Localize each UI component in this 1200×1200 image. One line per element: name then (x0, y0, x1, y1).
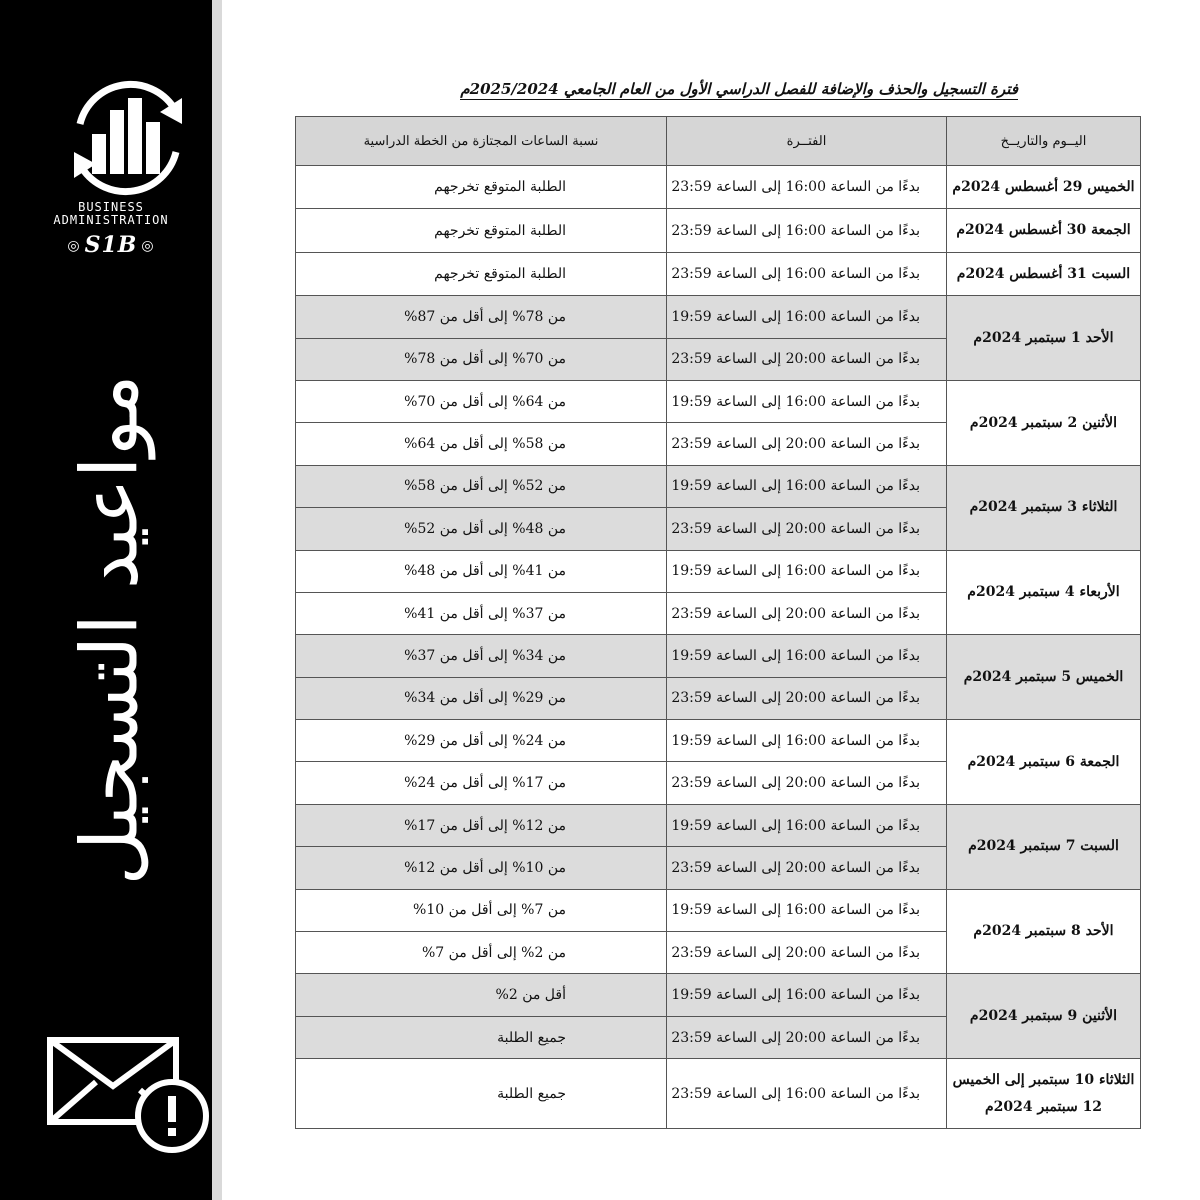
slot-ratio: الطلبة المتوقع تخرجهم (296, 252, 667, 295)
day-date: السبت 7 سبتمبر 2024م (947, 804, 1141, 889)
table-row (296, 804, 1141, 846)
slot-ratio: جميع الطلبة (296, 1016, 667, 1058)
slot-ratio: من 7% إلى أقل من 10% (296, 889, 667, 931)
slot-ratio: أقل من 2% (296, 974, 667, 1016)
slot-period: بدءًا من الساعة 20:00 إلى الساعة 23:59 (667, 338, 947, 380)
slot-period: بدءًا من الساعة 16:00 إلى الساعة 19:59 (667, 635, 947, 677)
slot-period: بدءًا من الساعة 20:00 إلى الساعة 23:59 (667, 592, 947, 634)
slot-period: بدءًا من الساعة 16:00 إلى الساعة 19:59 (667, 550, 947, 592)
slot-period: بدءًا من الساعة 16:00 إلى الساعة 19:59 (667, 804, 947, 846)
table-row (296, 252, 1141, 295)
brand-code-text: S1B (84, 232, 138, 258)
day-date: الجمعة 6 سبتمبر 2024م (947, 720, 1141, 805)
slot-period: بدءًا من الساعة 20:00 إلى الساعة 23:59 (667, 762, 947, 804)
mail-alert-icon (44, 1034, 212, 1154)
slot-ratio: من 41% إلى أقل من 48% (296, 550, 667, 592)
table-row (296, 889, 1141, 931)
slot-ratio: من 58% إلى أقل من 64% (296, 423, 667, 465)
vertical-title (26, 370, 196, 890)
slot-period: بدءًا من الساعة 20:00 إلى الساعة 23:59 (667, 932, 947, 974)
day-date: الأحد 1 سبتمبر 2024م (947, 296, 1141, 381)
day-date: الأثنين 9 سبتمبر 2024م (947, 974, 1141, 1059)
day-date: الأربعاء 4 سبتمبر 2024م (947, 550, 1141, 635)
day-date: السبت 31 أغسطس 2024م (947, 252, 1141, 295)
document-title (296, 80, 1018, 98)
spiral-icon: ◎ (67, 238, 81, 254)
table-row (296, 209, 1141, 252)
slot-ratio: من 37% إلى أقل من 41% (296, 592, 667, 634)
slot-period: بدءًا من الساعة 20:00 إلى الساعة 23:59 (667, 677, 947, 719)
slot-ratio: من 12% إلى أقل من 17% (296, 804, 667, 846)
slot-period: بدءًا من الساعة 20:00 إلى الساعة 23:59 (667, 423, 947, 465)
slot-period: بدءًا من الساعة 16:00 إلى الساعة 23:59 (667, 209, 947, 252)
slot-period: بدءًا من الساعة 16:00 إلى الساعة 19:59 (667, 974, 947, 1016)
slot-period: بدءًا من الساعة 16:00 إلى الساعة 23:59 (667, 252, 947, 295)
header-period: الفتــرة (667, 117, 947, 166)
slot-period: بدءًا من الساعة 20:00 إلى الساعة 23:59 (667, 508, 947, 550)
slot-ratio: من 48% إلى أقل من 52% (296, 508, 667, 550)
sidebar (0, 0, 222, 1200)
table-row (296, 635, 1141, 677)
spiral-icon: ◎ (141, 238, 155, 254)
table-row (296, 380, 1141, 422)
slot-ratio: من 17% إلى أقل من 24% (296, 762, 667, 804)
slot-ratio: من 29% إلى أقل من 34% (296, 677, 667, 719)
document-title-text: فترة التسجيل والحذف والإضافة للفصل الدراسي الأول من العام الجامعي 2025/2024م (460, 80, 1018, 98)
table-row (296, 465, 1141, 507)
vertical-title-text: مواعيد التسجيل (66, 374, 157, 886)
table-row (296, 974, 1141, 1016)
slot-ratio: من 10% إلى أقل من 12% (296, 847, 667, 889)
bar-chart-cycle-icon (58, 68, 198, 208)
slot-ratio: من 34% إلى أقل من 37% (296, 635, 667, 677)
slot-period: بدءًا من الساعة 16:00 إلى الساعة 19:59 (667, 296, 947, 338)
table-row (296, 296, 1141, 338)
slot-period: بدءًا من الساعة 16:00 إلى الساعة 23:59 (667, 166, 947, 209)
brand-line-1: BUSINESS (78, 200, 144, 214)
slot-period: بدءًا من الساعة 20:00 إلى الساعة 23:59 (667, 1016, 947, 1058)
registration-schedule-table (295, 116, 1141, 1129)
slot-ratio: الطلبة المتوقع تخرجهم (296, 209, 667, 252)
slot-period: بدءًا من الساعة 20:00 إلى الساعة 23:59 (667, 847, 947, 889)
slot-ratio: من 24% إلى أقل من 29% (296, 720, 667, 762)
slot-ratio: من 70% إلى أقل من 78% (296, 338, 667, 380)
header-ratio: نسبة الساعات المجتازة من الخطة الدراسية (296, 117, 667, 166)
day-date: الأثنين 2 سبتمبر 2024م (947, 380, 1141, 465)
day-date: الجمعة 30 أغسطس 2024م (947, 209, 1141, 252)
slot-period: بدءًا من الساعة 16:00 إلى الساعة 19:59 (667, 380, 947, 422)
slot-ratio: جميع الطلبة (296, 1059, 667, 1129)
slot-period: بدءًا من الساعة 16:00 إلى الساعة 19:59 (667, 465, 947, 507)
slot-period: بدءًا من الساعة 16:00 إلى الساعة 19:59 (667, 720, 947, 762)
table-row (296, 1059, 1141, 1129)
slot-ratio: من 2% إلى أقل من 7% (296, 932, 667, 974)
slot-ratio: من 64% إلى أقل من 70% (296, 380, 667, 422)
table-header-row (296, 117, 1141, 166)
brand-code (0, 232, 222, 258)
slot-ratio: الطلبة المتوقع تخرجهم (296, 166, 667, 209)
slot-period: بدءًا من الساعة 16:00 إلى الساعة 19:59 (667, 889, 947, 931)
day-date: الخميس 29 أغسطس 2024م (947, 166, 1141, 209)
table-row (296, 720, 1141, 762)
slot-ratio: من 52% إلى أقل من 58% (296, 465, 667, 507)
day-date: الثلاثاء 3 سبتمبر 2024م (947, 465, 1141, 550)
day-date: الثلاثاء 10 سبتمبر إلى الخميس 12 سبتمبر 2024م (947, 1059, 1141, 1129)
header-date: اليــوم والتاريــخ (947, 117, 1141, 166)
slot-ratio: من 78% إلى أقل من 87% (296, 296, 667, 338)
table-row (296, 550, 1141, 592)
brand-line-2: ADMINISTRATION (53, 213, 169, 227)
day-date: الأحد 8 سبتمبر 2024م (947, 889, 1141, 974)
slot-period: بدءًا من الساعة 16:00 إلى الساعة 23:59 (667, 1059, 947, 1129)
day-date: الخميس 5 سبتمبر 2024م (947, 635, 1141, 720)
table-row (296, 166, 1141, 209)
